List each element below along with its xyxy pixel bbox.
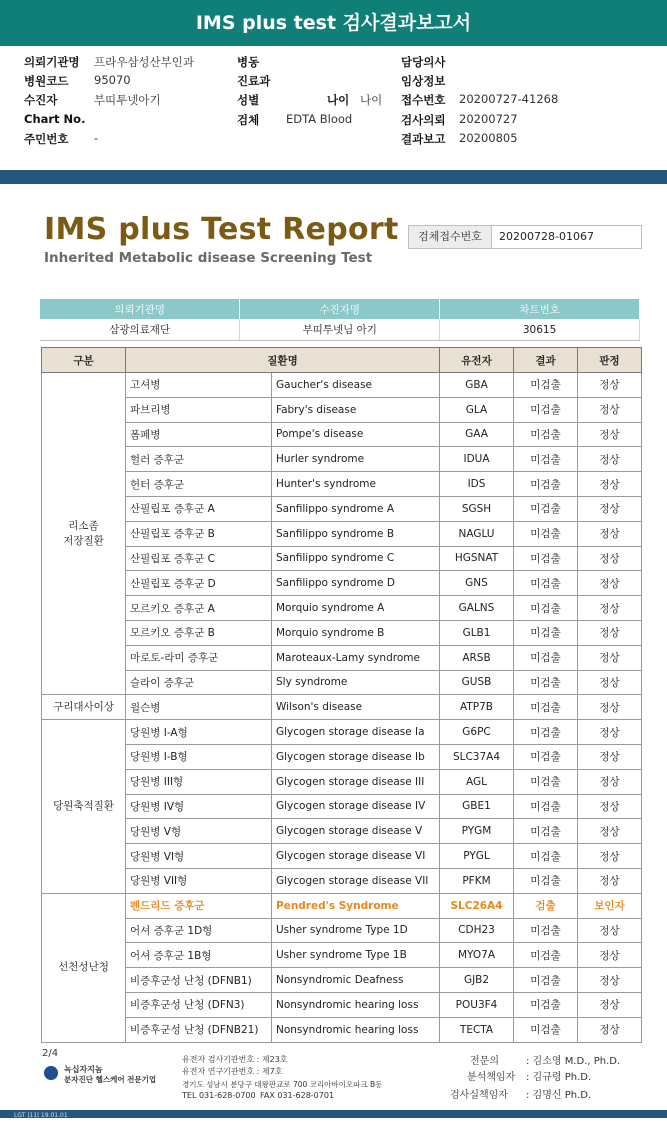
judgement-cell: 정상 xyxy=(578,769,642,794)
table-row xyxy=(42,744,642,769)
disease-korean-cell: 산필립포 증후군 B xyxy=(126,521,272,546)
table-row xyxy=(42,596,642,621)
judgement-cell: 정상 xyxy=(578,794,642,819)
result-cell: 검출 xyxy=(514,893,578,918)
judgement-cell: 정상 xyxy=(578,744,642,769)
disease-korean-cell: 마로토-라미 증후군 xyxy=(126,645,272,670)
result-cell: 미검출 xyxy=(514,992,578,1017)
result-cell: 미검출 xyxy=(514,645,578,670)
judgement-cell: 정상 xyxy=(578,918,642,943)
disease-korean-cell: 윌슨병 xyxy=(126,695,272,720)
disease-korean-cell: 산필립포 증후군 A xyxy=(126,496,272,521)
disease-korean-cell: 산필립포 증후군 D xyxy=(126,571,272,596)
header-label: 진료과 xyxy=(237,74,271,88)
result-cell: 미검출 xyxy=(514,373,578,398)
gene-cell: IDUA xyxy=(440,447,514,472)
disease-english-cell: Glycogen storage disease Ia xyxy=(272,720,440,745)
header-label: 검체 xyxy=(237,113,260,127)
gene-cell: TECTA xyxy=(440,1017,514,1042)
specimen-number-label: 검체접수번호 xyxy=(409,226,492,248)
judgement-cell: 정상 xyxy=(578,844,642,869)
disease-korean-cell: 헌터 증후군 xyxy=(126,472,272,497)
table-row xyxy=(42,472,642,497)
disease-english-cell: Maroteaux-Lamy syndrome xyxy=(272,645,440,670)
category-cell: 구리대사이상 xyxy=(42,695,126,720)
header-value: 20200727 xyxy=(459,112,518,126)
table-row xyxy=(42,496,642,521)
gene-cell: GLB1 xyxy=(440,620,514,645)
gene-cell: MYO7A xyxy=(440,943,514,968)
info-header-patient: 수진자명 xyxy=(240,299,440,319)
table-row xyxy=(42,819,642,844)
judgement-cell: 정상 xyxy=(578,620,642,645)
lab-number-1: 유전자 검사기관번호 : 제23호 xyxy=(182,1055,288,1064)
report-banner: IMS plus test 검사결과보고서 xyxy=(0,0,667,46)
disease-english-cell: Usher syndrome Type 1B xyxy=(272,943,440,968)
table-row xyxy=(42,397,642,422)
gene-cell: GNS xyxy=(440,571,514,596)
gene-cell: ATP7B xyxy=(440,695,514,720)
info-value-patient: 부띠투넷님 아기 xyxy=(240,319,440,341)
age-label: 나이 xyxy=(327,93,350,107)
page-number: 2/4 xyxy=(42,1048,59,1059)
result-cell: 미검출 xyxy=(514,571,578,596)
result-cell: 미검출 xyxy=(514,521,578,546)
table-row xyxy=(42,720,642,745)
header-label: 수진자 xyxy=(24,93,58,107)
disease-korean-cell: 어셔 증후군 1B형 xyxy=(126,943,272,968)
gene-cell: GJB2 xyxy=(440,968,514,993)
form-code: LGT |11| 19.01.01 xyxy=(14,1112,68,1119)
gene-cell: AGL xyxy=(440,769,514,794)
judgement-cell: 정상 xyxy=(578,819,642,844)
judgement-cell: 정상 xyxy=(578,447,642,472)
disease-korean-cell: 당원병 I-B형 xyxy=(126,744,272,769)
header-value: 95070 xyxy=(94,73,131,87)
disease-korean-cell: 슬라이 증후군 xyxy=(126,670,272,695)
table-row xyxy=(42,695,642,720)
disease-korean-cell: 비증후군성 난청 (DFNB1) xyxy=(126,968,272,993)
disease-english-cell: Sanfilippo syndrome A xyxy=(272,496,440,521)
header-label: 병동 xyxy=(237,55,260,69)
table-row xyxy=(42,893,642,918)
disease-korean-cell: 펜드리드 증후군 xyxy=(126,893,272,918)
gene-cell: GAA xyxy=(440,422,514,447)
info-value-chart: 30615 xyxy=(440,319,640,341)
disease-english-cell: Fabry's disease xyxy=(272,397,440,422)
disease-english-cell: Morquio syndrome A xyxy=(272,596,440,621)
col-header-gene: 유전자 xyxy=(440,348,514,373)
gene-cell: GALNS xyxy=(440,596,514,621)
judgement-cell: 정상 xyxy=(578,571,642,596)
disease-korean-cell: 비증후군성 난청 (DFNB21) xyxy=(126,1017,272,1042)
gene-cell: CDH23 xyxy=(440,918,514,943)
result-cell: 미검출 xyxy=(514,397,578,422)
gene-cell: SGSH xyxy=(440,496,514,521)
col-header-result: 결과 xyxy=(514,348,578,373)
disease-english-cell: Glycogen storage disease III xyxy=(272,769,440,794)
disease-english-cell: Glycogen storage disease VII xyxy=(272,868,440,893)
disease-english-cell: Sly syndrome xyxy=(272,670,440,695)
disease-english-cell: Hunter's syndrome xyxy=(272,472,440,497)
gene-cell: POU3F4 xyxy=(440,992,514,1017)
specimen-number-box xyxy=(408,225,642,249)
disease-english-cell: Wilson's disease xyxy=(272,695,440,720)
report-subtitle: Inherited Metabolic disease Screening Test xyxy=(44,250,373,266)
judgement-cell: 정상 xyxy=(578,645,642,670)
disease-korean-cell: 헐러 증후군 xyxy=(126,447,272,472)
header-label: 담당의사 xyxy=(401,55,446,69)
judgement-cell: 정상 xyxy=(578,968,642,993)
header-value: 20200727-41268 xyxy=(459,92,559,106)
divider-bar xyxy=(0,170,667,184)
disease-english-cell: Glycogen storage disease Ib xyxy=(272,744,440,769)
table-row xyxy=(42,670,642,695)
table-row xyxy=(42,1017,642,1042)
table-row xyxy=(42,794,642,819)
bottom-bar xyxy=(0,1110,667,1118)
staff-role: 분석책임자 xyxy=(467,1072,516,1083)
disease-english-cell: Sanfilippo syndrome B xyxy=(272,521,440,546)
disease-english-cell: Usher syndrome Type 1D xyxy=(272,918,440,943)
disease-korean-cell: 고셔병 xyxy=(126,373,272,398)
specimen-number-value: 20200728-01067 xyxy=(499,230,594,243)
header-label: 결과보고 xyxy=(401,132,446,146)
result-cell: 미검출 xyxy=(514,819,578,844)
staff-role: 전문의 xyxy=(470,1056,499,1067)
result-cell: 미검출 xyxy=(514,620,578,645)
col-header-category: 구분 xyxy=(42,348,126,373)
info-header-institution: 의뢰기관명 xyxy=(40,299,240,319)
judgement-cell: 정상 xyxy=(578,373,642,398)
table-row xyxy=(42,447,642,472)
header-label: 주민번호 xyxy=(24,132,69,146)
gene-cell: PFKM xyxy=(440,868,514,893)
judgement-cell: 정상 xyxy=(578,496,642,521)
result-cell: 미검출 xyxy=(514,720,578,745)
disease-korean-cell: 당원병 I-A형 xyxy=(126,720,272,745)
disease-english-cell: Glycogen storage disease V xyxy=(272,819,440,844)
logo-name: 녹십자지놈 xyxy=(64,1065,103,1074)
gene-cell: GUSB xyxy=(440,670,514,695)
age-value: 나이 xyxy=(360,93,383,107)
result-cell: 미검출 xyxy=(514,596,578,621)
gene-cell: SLC26A4 xyxy=(440,893,514,918)
header-label: 임상정보 xyxy=(401,74,446,88)
gene-cell: GLA xyxy=(440,397,514,422)
disease-english-cell: Glycogen storage disease VI xyxy=(272,844,440,869)
disease-korean-cell: 어셔 증후군 1D형 xyxy=(126,918,272,943)
patient-header xyxy=(24,54,654,154)
staff-name: : 김소영 M.D., Ph.D. xyxy=(526,1056,621,1067)
disease-korean-cell: 당원병 IV형 xyxy=(126,794,272,819)
table-row xyxy=(42,943,642,968)
judgement-cell: 정상 xyxy=(578,422,642,447)
result-cell: 미검출 xyxy=(514,744,578,769)
disease-korean-cell: 비증후군성 난청 (DFN3) xyxy=(126,992,272,1017)
category-cell: 선천성난청 xyxy=(42,893,126,1042)
judgement-cell: 정상 xyxy=(578,546,642,571)
gene-cell: IDS xyxy=(440,472,514,497)
table-row xyxy=(42,918,642,943)
disease-korean-cell: 모르키오 증후군 B xyxy=(126,620,272,645)
report-title: IMS plus Test Report xyxy=(44,212,399,247)
header-label: 성별 xyxy=(237,93,260,107)
header-value: 부띠투넷아기 xyxy=(94,93,161,107)
info-header-chart: 차트번호 xyxy=(440,299,640,319)
result-cell: 미검출 xyxy=(514,447,578,472)
category-cell: 당원축적질환 xyxy=(42,720,126,894)
gene-cell: NAGLU xyxy=(440,521,514,546)
patient-info-table xyxy=(40,299,640,341)
header-label: 의뢰기관명 xyxy=(24,55,80,69)
disease-english-cell: Nonsyndromic hearing loss xyxy=(272,992,440,1017)
disease-english-cell: Sanfilippo syndrome D xyxy=(272,571,440,596)
disease-english-cell: Pompe's disease xyxy=(272,422,440,447)
gene-cell: G6PC xyxy=(440,720,514,745)
gene-cell: HGSNAT xyxy=(440,546,514,571)
lab-fax: FAX 031-628-0701 xyxy=(260,1091,335,1100)
category-cell: 리소좀 저장질환 xyxy=(42,373,126,695)
table-row xyxy=(42,968,642,993)
result-cell: 미검출 xyxy=(514,918,578,943)
result-cell: 미검출 xyxy=(514,794,578,819)
result-cell: 미검출 xyxy=(514,1017,578,1042)
disease-korean-cell: 당원병 V형 xyxy=(126,819,272,844)
disease-english-cell: Glycogen storage disease IV xyxy=(272,794,440,819)
disease-korean-cell: 산필립포 증후군 C xyxy=(126,546,272,571)
table-row xyxy=(42,769,642,794)
disease-english-cell: Sanfilippo syndrome C xyxy=(272,546,440,571)
judgement-cell: 정상 xyxy=(578,695,642,720)
gene-cell: PYGM xyxy=(440,819,514,844)
result-cell: 미검출 xyxy=(514,943,578,968)
gene-cell: PYGL xyxy=(440,844,514,869)
judgement-cell: 정상 xyxy=(578,868,642,893)
staff-role: 검사실책임자 xyxy=(450,1090,508,1101)
table-row xyxy=(42,373,642,398)
header-label: 검사의뢰 xyxy=(401,113,446,127)
lab-tel: TEL 031-628-0700 xyxy=(182,1091,256,1100)
disease-korean-cell: 당원병 VII형 xyxy=(126,868,272,893)
staff-name: : 김규령 Ph.D. xyxy=(526,1072,592,1083)
disease-korean-cell: 파브리병 xyxy=(126,397,272,422)
judgement-cell: 정상 xyxy=(578,521,642,546)
col-header-disease: 질환명 xyxy=(126,348,440,373)
header-label: 병원코드 xyxy=(24,74,69,88)
judgement-cell: 정상 xyxy=(578,397,642,422)
lab-address: 경기도 성남시 분당구 대왕판교로 700 코리아바이오파크 B동 xyxy=(182,1080,383,1089)
judgement-cell: 정상 xyxy=(578,596,642,621)
staff-name: : 김명신 Ph.D. xyxy=(526,1090,592,1101)
info-value-institution: 삼광의료재단 xyxy=(40,319,240,341)
result-cell: 미검출 xyxy=(514,769,578,794)
header-value: 프라우삼성산부인과 xyxy=(94,55,194,69)
result-cell: 미검출 xyxy=(514,968,578,993)
table-row xyxy=(42,546,642,571)
result-cell: 미검출 xyxy=(514,472,578,497)
result-cell: 미검출 xyxy=(514,670,578,695)
result-cell: 미검출 xyxy=(514,844,578,869)
judgement-cell: 정상 xyxy=(578,670,642,695)
header-label: Chart No. xyxy=(24,112,86,126)
disease-korean-cell: 폼페병 xyxy=(126,422,272,447)
judgement-cell: 보인자 xyxy=(578,893,642,918)
judgement-cell: 정상 xyxy=(578,992,642,1017)
disease-english-cell: Pendred's Syndrome xyxy=(272,893,440,918)
judgement-cell: 정상 xyxy=(578,472,642,497)
header-label: 접수번호 xyxy=(401,93,446,107)
disease-english-cell: Hurler syndrome xyxy=(272,447,440,472)
gene-cell: GBA xyxy=(440,373,514,398)
disease-english-cell: Nonsyndromic hearing loss xyxy=(272,1017,440,1042)
disease-korean-cell: 당원병 III형 xyxy=(126,769,272,794)
table-row xyxy=(42,844,642,869)
table-row xyxy=(42,571,642,596)
company-logo-icon xyxy=(44,1066,58,1080)
disease-english-cell: Morquio syndrome B xyxy=(272,620,440,645)
gene-cell: ARSB xyxy=(440,645,514,670)
table-row xyxy=(42,521,642,546)
gene-cell: GBE1 xyxy=(440,794,514,819)
table-row xyxy=(42,868,642,893)
lab-number-2: 유전자 연구기관번호 : 제7호 xyxy=(182,1067,283,1076)
disease-english-cell: Nonsyndromic Deafness xyxy=(272,968,440,993)
disease-korean-cell: 당원병 VI형 xyxy=(126,844,272,869)
table-row xyxy=(42,620,642,645)
table-row xyxy=(42,422,642,447)
result-cell: 미검출 xyxy=(514,546,578,571)
gene-cell: SLC37A4 xyxy=(440,744,514,769)
disease-english-cell: Gaucher's disease xyxy=(272,373,440,398)
logo-tagline: 분자진단 헬스케어 전문기업 xyxy=(64,1075,157,1084)
result-cell: 미검출 xyxy=(514,695,578,720)
table-row xyxy=(42,992,642,1017)
header-value: EDTA Blood xyxy=(286,112,353,126)
table-row xyxy=(42,645,642,670)
result-cell: 미검출 xyxy=(514,496,578,521)
header-value: - xyxy=(94,131,99,145)
result-cell: 미검출 xyxy=(514,422,578,447)
disease-korean-cell: 모르키오 증후군 A xyxy=(126,596,272,621)
col-header-judgement: 판정 xyxy=(578,348,642,373)
judgement-cell: 정상 xyxy=(578,720,642,745)
header-value: 20200805 xyxy=(459,131,518,145)
result-cell: 미검출 xyxy=(514,868,578,893)
judgement-cell: 정상 xyxy=(578,943,642,968)
results-table xyxy=(41,347,642,1043)
judgement-cell: 정상 xyxy=(578,1017,642,1042)
